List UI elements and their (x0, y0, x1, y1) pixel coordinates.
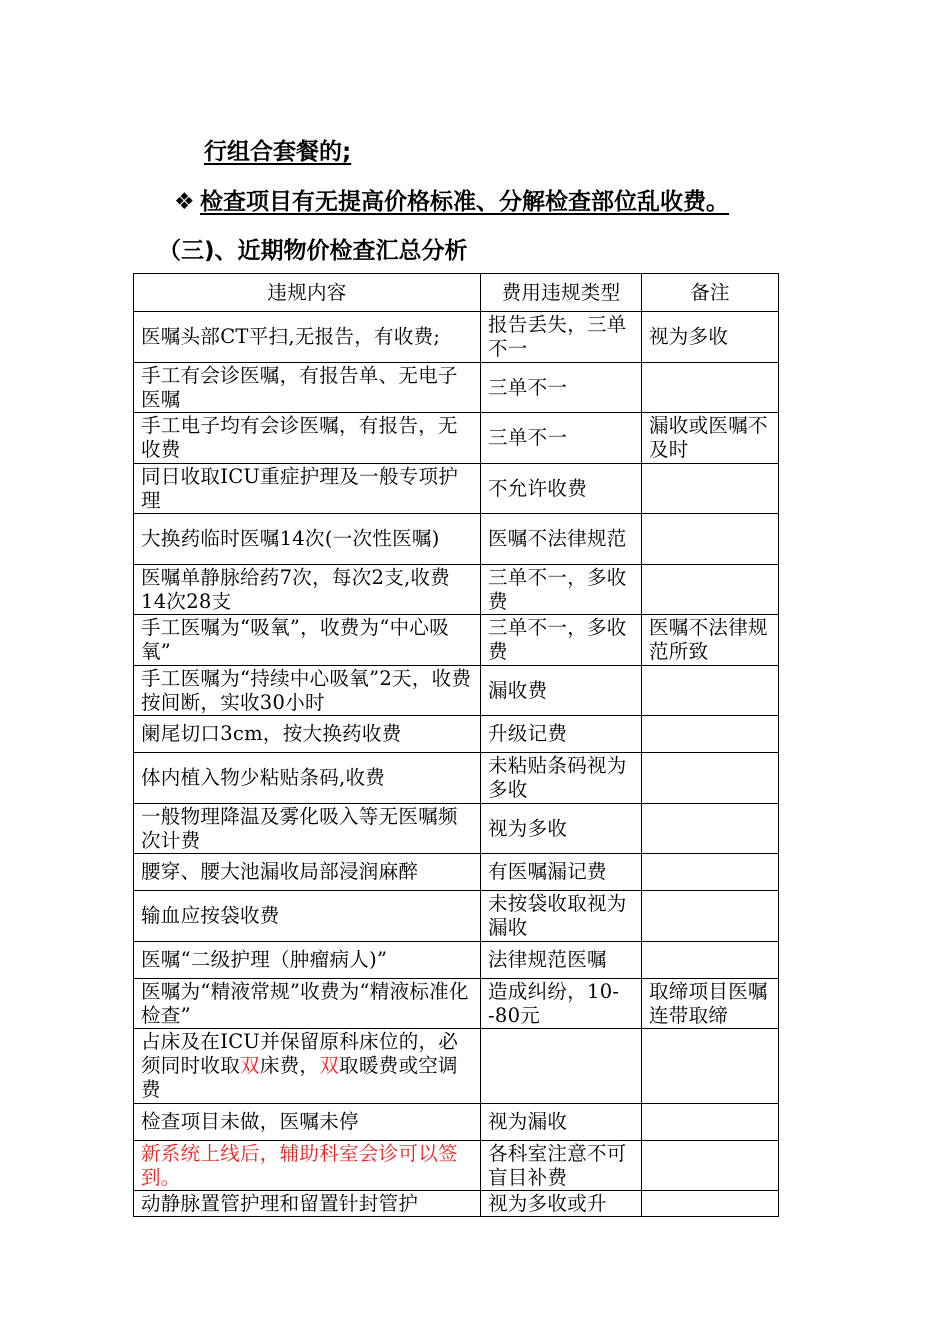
cell-content: 医嘱为“精液常规”收费为“精液标准化检查” (134, 979, 481, 1029)
cell-content: 医嘱头部CT平扫,无报告，有收费; (134, 312, 481, 363)
table-row (134, 942, 779, 979)
header-content: 违规内容 (134, 274, 481, 312)
cell-note (642, 716, 779, 753)
bullet-item (174, 183, 751, 216)
table-row (134, 413, 779, 464)
section-heading: （三)、近期物价检查汇总分析 (158, 238, 468, 264)
table-row (134, 891, 779, 942)
cell-content-part: 床费， (259, 1054, 320, 1077)
table-row (134, 1104, 779, 1141)
cell-note (642, 363, 779, 413)
cell-type: 医嘱不法律规范 (481, 514, 642, 565)
table-row (134, 716, 779, 753)
continued-text-line: 行组合套餐的; (204, 139, 352, 165)
cell-type: 视为漏收 (481, 1104, 642, 1141)
cell-content: 新系统上线后，辅助科室会诊可以签到。 (134, 1141, 481, 1191)
cell-content: 大换药临时医嘱14次(一次性医嘱) (134, 514, 481, 565)
table-row (134, 979, 779, 1029)
cell-note (642, 1029, 779, 1104)
cell-type: 未粘贴条码视为多收 (481, 753, 642, 804)
cell-type: 视为多收 (481, 804, 642, 854)
table-row (134, 804, 779, 854)
violations-table (133, 273, 779, 1217)
cell-content: 医嘱“二级护理（肿瘤病人)” (134, 942, 481, 979)
header-type: 费用违规类型 (481, 274, 642, 312)
header-note: 备注 (642, 274, 779, 312)
bullet-text: 检查项目有无提高价格标准、分解检查部位乱收费。 (200, 189, 729, 215)
cell-note (642, 1104, 779, 1141)
table-row (134, 615, 779, 666)
table-row (134, 1191, 779, 1217)
cell-content: 腰穿、腰大池漏收局部浸润麻醉 (134, 854, 481, 891)
highlight-text: 双 (319, 1054, 340, 1077)
cell-content: 输血应按袋收费 (134, 891, 481, 942)
cell-type: 不允许收费 (481, 464, 642, 514)
cell-content: 手工电子均有会诊医嘱，有报告，无收费 (134, 413, 481, 464)
cell-note (642, 666, 779, 716)
cell-note (642, 1191, 779, 1217)
table-row (134, 514, 779, 565)
cell-content-part: 占床及在ICU并保留原科床位的，必须同时收取 (141, 1030, 459, 1077)
table-row (134, 1029, 779, 1104)
cell-type: 三单不一 (481, 413, 642, 464)
cell-content: 手工医嘱为“吸氧”，收费为“中心吸氧” (134, 615, 481, 666)
table-row (134, 1141, 779, 1191)
cell-content-part: 取暖费或空调费 (141, 1054, 458, 1101)
cell-note (642, 514, 779, 565)
table-row (134, 666, 779, 716)
cell-note: 视为多收 (642, 312, 779, 363)
table-row (134, 854, 779, 891)
cell-content: 同日收取ICU重症护理及一般专项护理 (134, 464, 481, 514)
cell-note (642, 804, 779, 854)
cell-content (134, 1029, 481, 1104)
cell-content: 动静脉置管护理和留置针封管护 (134, 1191, 481, 1217)
cell-type: 升级记费 (481, 716, 642, 753)
cell-content: 医嘱单静脉给药7次，每次2支,收费14次28支 (134, 565, 481, 615)
cell-note: 取缔项目医嘱连带取缔 (642, 979, 779, 1029)
cell-type: 三单不一，多收费 (481, 615, 642, 666)
cell-content: 阑尾切口3cm，按大换药收费 (134, 716, 481, 753)
table-row (134, 565, 779, 615)
table-row (134, 753, 779, 804)
cell-note: 医嘱不法律规范所致 (642, 615, 779, 666)
cell-content: 手工有会诊医嘱，有报告单、无电子医嘱 (134, 363, 481, 413)
cell-type (481, 1029, 642, 1104)
cell-note (642, 464, 779, 514)
cell-note (642, 565, 779, 615)
table-row (134, 312, 779, 363)
cell-type: 法律规范医嘱 (481, 942, 642, 979)
cell-content: 一般物理降温及雾化吸入等无医嘱频次计费 (134, 804, 481, 854)
table-row (134, 464, 779, 514)
cell-note (642, 891, 779, 942)
cell-note: 漏收或医嘱不及时 (642, 413, 779, 464)
cell-content: 手工医嘱为“持续中心吸氧”2天，收费按间断，实收30小时 (134, 666, 481, 716)
cell-type: 三单不一，多收费 (481, 565, 642, 615)
cell-type: 有医嘱漏记费 (481, 854, 642, 891)
table-header-row (134, 274, 779, 312)
highlight-text: 双 (240, 1054, 260, 1077)
diamond-bullet-icon: ❖ (174, 189, 195, 215)
cell-type: 漏收费 (481, 666, 642, 716)
cell-type: 报告丢失，三单不一 (481, 312, 642, 363)
cell-content: 体内植入物少粘贴条码,收费 (134, 753, 481, 804)
cell-type: 三单不一 (481, 363, 642, 413)
cell-note (642, 753, 779, 804)
cell-note (642, 854, 779, 891)
table-row (134, 363, 779, 413)
cell-content: 检查项目未做，医嘱未停 (134, 1104, 481, 1141)
cell-type: 未按袋收取视为漏收 (481, 891, 642, 942)
cell-note (642, 942, 779, 979)
cell-type: 造成纠纷，10--80元 (481, 979, 642, 1029)
cell-type: 视为多收或升 (481, 1191, 642, 1217)
cell-type: 各科室注意不可盲目补费 (481, 1141, 642, 1191)
cell-note (642, 1141, 779, 1191)
